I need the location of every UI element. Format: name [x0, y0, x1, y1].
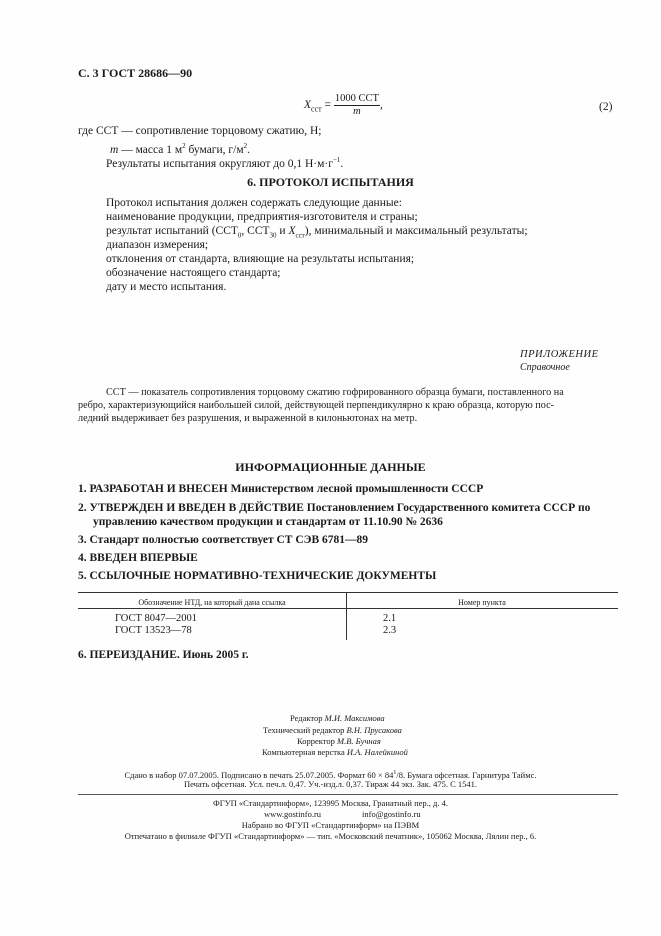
p3sub30: 30 [269, 231, 277, 240]
appendix-title: ПРИЛОЖЕНИЕ [520, 349, 599, 360]
protocol-line-5: отклонения от стандарта, влияющие на результаты испытания; [106, 253, 415, 265]
i1b: Министерством лесной промышленности СССР [227, 483, 484, 495]
result-end: . [340, 157, 344, 170]
formula-numerator: 1000 ССТ [334, 93, 379, 104]
table-header-rule [78, 608, 618, 609]
credit-layout [262, 747, 408, 758]
appendix-para-1: ССТ — показатель сопротивления торцовому сжатию гофрированного образца бумаги, поставленного на [106, 387, 564, 398]
where-l2-text2: бумаги, г/м [185, 143, 244, 156]
info-title: ИНФОРМАЦИОННЫЕ ДАННЫЕ [235, 460, 426, 474]
where-l2-text: — масса 1 м [118, 143, 183, 156]
protocol-line-6: обозначение настоящего стандарта; [106, 267, 281, 279]
info-item-5: 5. ССЫЛОЧНЫЕ НОРМАТИВНО-ТЕХНИЧЕСКИЕ ДОКУМЕНТЫ [78, 570, 437, 582]
publisher-email[interactable]: info@gostinfo.ru [362, 809, 421, 819]
credit-editor [290, 713, 385, 724]
protocol-line-1: Протокол испытания должен содержать следующие данные: [106, 197, 402, 209]
formula-lhs: X [304, 99, 312, 112]
info-item-3: 3. Стандарт полностью соответствует СТ СЭВ 6781—89 [78, 534, 369, 546]
sup2: 2 [243, 142, 248, 150]
publisher-site[interactable]: www.gostinfo.ru [264, 809, 322, 819]
lay-name: И.А. Налейкиной [346, 747, 408, 757]
table-row-item: 2.1 [383, 613, 397, 624]
imp1sup: 1 [393, 770, 397, 776]
table-header-col1: Обозначение НТД, на который дана ссылка [138, 598, 286, 607]
publisher-line-4: Отпечатано в филиале ФГУП «Стандартинформ» — тип. «Московский печатник», 105062 Москва, Лялин пер., 6. [124, 831, 537, 841]
table-row-item: 2.3 [383, 625, 397, 636]
protocol-line-7: дату и место испытания. [106, 281, 227, 293]
formula-lhs-sub: сст [311, 104, 322, 114]
appendix-para-2: ребро, характеризующийся наибольшей силой, действующей перпендикулярно к краю образца, которую пос- [78, 400, 555, 411]
p3sub0: 0 [237, 231, 242, 240]
info-item-6: 6. ПЕРЕИЗДАНИЕ. Июнь 2005 г. [78, 649, 249, 661]
i2b: Постановлением Государственного комитета СССР по [303, 502, 591, 514]
table-row: ГОСТ 13523—78 [115, 625, 192, 636]
cor-name: М.В. Бучная [337, 736, 381, 746]
imprint-line-2: Печать офсетная. Усл. печ.л. 0,47. Уч.-изд.л. 0,37. Тираж 44 экз. Зак. 475. С 1541. [183, 779, 478, 789]
imprint-divider [78, 794, 618, 795]
table-row: ГОСТ 8047—2001 [115, 613, 198, 624]
i1a: 1. РАЗРАБОТАН И ВНЕСЕН [78, 483, 228, 495]
sup: 2 [182, 142, 186, 150]
i2a: 2. УТВЕРЖДЕН И ВВЕДЕН В ДЕЙСТВИЕ [78, 502, 304, 514]
formula-trail: , [379, 99, 383, 112]
where-line-3 [106, 153, 343, 172]
credit-corrector [297, 736, 381, 747]
p3mid2: и [276, 225, 289, 237]
appendix-subtitle: Справочное [520, 362, 570, 373]
where-l2-end: . [247, 143, 250, 156]
p3mid: , ССТ [241, 225, 270, 237]
ted-label: Технический редактор [263, 725, 347, 735]
page-header: С. 3 ГОСТ 28686—90 [78, 66, 193, 80]
lay-label: Компьютерная верстка [262, 747, 347, 757]
info-item-2 [78, 501, 590, 516]
imp1frac: /8 [396, 769, 403, 780]
p3x: X [288, 225, 296, 237]
protocol-line-2: наименование продукции, предприятия-изготовителя и страны; [106, 211, 418, 223]
info-item-2-cont: управлению качеством продукции и стандартам от 11.10.90 № 2636 [93, 516, 443, 528]
appendix-para-3: ледний выдерживает без разрушения, и выраженной в килоньютонах на метр. [78, 413, 418, 424]
p3a: результат испытаний (ССТ [106, 225, 238, 237]
publisher-line-3: Набрано во ФГУП «Стандартинформ» на ПЭВМ [241, 820, 420, 830]
formula-fraction [334, 93, 380, 118]
info-item-1 [78, 482, 483, 497]
section-6-title: 6. ПРОТОКОЛ ИСПЫТАНИЯ [247, 175, 414, 189]
imp1b: . Бумага офсетная. Гарнитура Таймс. [402, 769, 537, 780]
exp: −1 [332, 156, 341, 164]
protocol-line-4: диапазон измерения; [106, 239, 209, 251]
table-top-rule [78, 592, 618, 593]
where-line-1: где ССТ — сопротивление торцовому сжатию, Н; [78, 125, 322, 137]
ed-label: Редактор [290, 713, 325, 723]
formula [304, 93, 383, 118]
ed-name: М.И. Максимова [324, 713, 385, 723]
formula-number: (2) [599, 101, 613, 113]
table-header-col2: Номер пункта [458, 598, 506, 607]
mass-symbol: m [110, 143, 119, 156]
ted-name: В.Н. Прусакова [346, 725, 402, 735]
cor-label: Корректор [297, 736, 338, 746]
formula-denominator: m [353, 106, 361, 117]
publisher-line-1: ФГУП «Стандартинформ», 123995 Москва, Гранатный пер., д. 4. [213, 798, 448, 808]
p3subx: сст [295, 231, 305, 240]
imp1a: Сдано в набор 07.07.2005. Подписано в печать 25.07.2005. Формат 60 × 84 [124, 769, 394, 780]
p3end: ), минимальный и максимальный результаты; [304, 225, 528, 237]
credit-tech-editor [263, 725, 402, 736]
formula-equals: = [324, 99, 332, 112]
result-text: Результаты испытания округляют до 0,1 Н·м·г [106, 157, 333, 170]
info-item-4: 4. ВВЕДЕН ВПЕРВЫЕ [78, 552, 198, 564]
